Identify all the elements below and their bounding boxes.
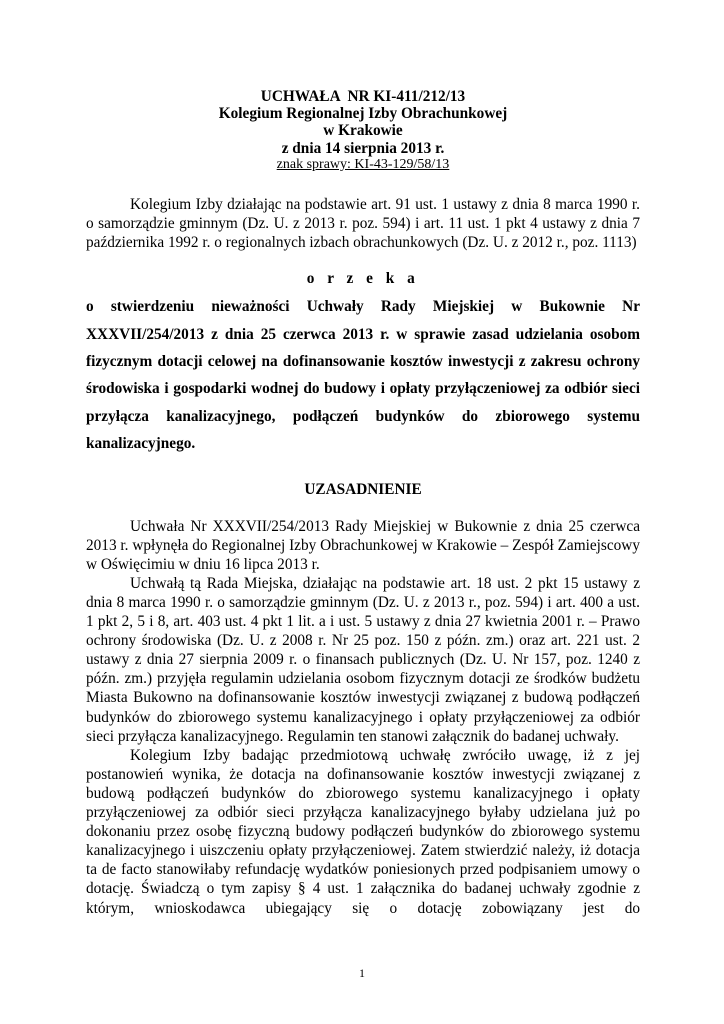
ruling-paragraph: o stwierdzeniu nieważności Uchwały Rady Miejskiej w Bukownie Nr XXXVII/254/2013 z dnia 25 czerwca 2013 r. w sprawie zasad udzielania osobom fizycznym dotacji celowej na dofinansowanie kosztów inwestycji z zakresu ochrony środowiska i gospodarki wodnej do budowy i opłaty przyłączeniowej za odbiór sieci przyłącza kanalizacyjnego, podłączeń budynków do zbiorowego systemu kanalizacyjnego. — [86, 298, 640, 453]
decision-heading: o r z e k a — [306, 270, 420, 288]
issuing-city: w Krakowie — [323, 122, 403, 140]
resolution-title: UCHWAŁA NR KI-411/212/13 — [260, 88, 466, 105]
intro-paragraph: Kolegium Izby działając na podstawie art. 91 ust. 1 ustawy z dnia 8 marca 1990 r. o samorządzie gminnym (Dz. U. z 2013 r. poz. 594) i art. 11 ust. 1 pkt 4 ustawy z dnia 7 października 1992 r. o regionalnych izbach obrachunkowych (Dz. U. z 2012 r., poz. 1113) — [86, 195, 640, 251]
justification-paragraph-2: Uchwałą tą Rada Miejska, działając na podstawie art. 18 ust. 2 pkt 15 ustawy z dnia 8 marca 1990 r. o samorządzie gminnym (Dz. U. z 2013 r., poz. 594) i art. 400 a ust. 1 pkt 2, 5 i 8, art. 403 ust. 4 pkt 1 lit. a i ust. 5 ustawy z dnia 27 kwietnia 2001 r. – Prawo ochrony środowiska (Dz. U. z 2008 r. Nr 25 poz. 150 z późn. zm.) oraz art. 221 ust. 2 ustawy z dnia 27 sierpnia 2009 r. o finansach publicznych (Dz. U. Nr 157, poz. 1240 z późn. zm.) przyjęła regulamin udzielania osobom fizycznym dotacji ze środków budżetu Miasta Bukowno na dofinansowanie kosztów inwestycji związanej z budową podłączeń budynków do zbiorowego systemu kanalizacyjnego i opłaty przyłączeniowej za odbiór sieci przyłącza kanalizacyjnego. Regulamin ten stanowi załącznik do badanej uchwały. — [86, 574, 640, 745]
justification-paragraph-3: Kolegium Izby badając przedmiotową uchwałę zwróciło uwagę, iż z jej postanowień wynika, że dotacja na dofinansowanie kosztów inwestycji związanej z budową podłączeń budynków do zbiorowego systemu kanalizacyjnego i opłaty przyłączeniowej za odbiór sieci przyłącza kanalizacyjnego byłaby udzielana już po dokonaniu przez osobę fizyczną budowy podłączeń budynków do zbiorowego systemu kanalizacyjnego i uiszczeniu opłaty przyłączeniowej. Zatem stwierdzić należy, iż dotacja ta de facto stanowiłaby refundację wydatków poniesionych przed podpisaniem umowy o dotację. Świadczą o tym zapisy § 4 ust. 1 załącznika do badanej uchwały zgodnie z którym, wnioskodawca ubiegający się o dotację zobowiązany jest do — [86, 746, 640, 917]
resolution-date: z dnia 14 sierpnia 2013 r. — [281, 139, 445, 157]
document-page — [86, 88, 640, 918]
justification-heading: UZASADNIENIE — [304, 480, 422, 498]
justification-paragraph-1: Uchwała Nr XXXVII/254/2013 Rady Miejskiej w Bukownie z dnia 25 czerwca 2013 r. wpłynęła do Regionalnej Izby Obrachunkowej w Krakowie – Zespół Zamiejscowy w Oświęcimiu w dniu 16 lipca 2013 r. — [86, 517, 640, 573]
case-reference: znak sprawy: KI-43-129/58/13 — [276, 156, 450, 172]
page-number: 1 — [359, 966, 365, 980]
issuing-body: Kolegium Regionalnej Izby Obrachunkowej — [218, 105, 508, 123]
